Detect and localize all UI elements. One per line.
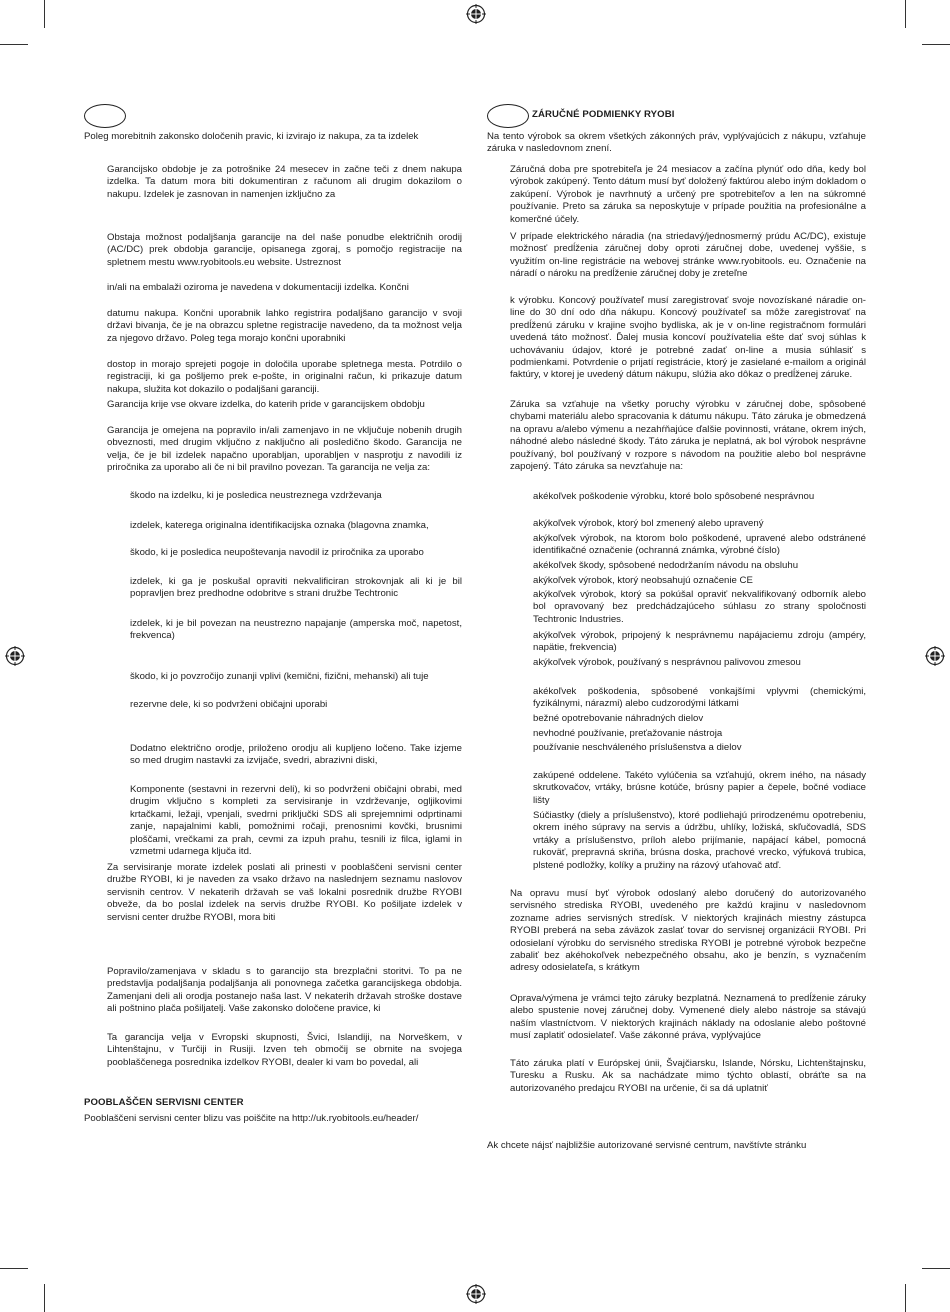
registration-mark-icon (925, 646, 945, 666)
left-paragraph: Popravilo/zamenjava v skladu s to garancijo sta brezplačni storitvi. To pa ne predstavlja podaljšanja podaljšanja ali ponovnega začetka garancijskega obdobja. Zamenjani deli ali orodja postanejo naša last. V nekaterih državah stroške dostave ali poštnino plača pošiljatelj. Vaše zakonsko določene pravice, ki (107, 966, 462, 1015)
left-list-item: izdelek, ki ga je poskušal opraviti nekvalificiran strokovnjak ali ki je bil popravljen brez predhodne odobritve s strani družbe Techtronic (130, 576, 462, 600)
right-paragraph: Záruka sa vzťahuje na všetky poruchy výrobku v záručnej dobe, spôsobené chybami materiálu alebo spracovania k dátumu nákupu. Táto záruka je obmedzená na opravu a/alebo výmenu a nezahŕňajúce ďalšie povinnosti, vrátane, okrem iných, náhodné alebo následné škody. Táto záruka je neplatná, ak bol výrobok nesprávne používaný, bol používaný v rozpore s návodom na použitie alebo bol nesprávne zapojený. Táto záruka sa nevzťahuje na: (510, 399, 866, 473)
crop-mark (905, 1284, 906, 1312)
right-paragraph: V prípade elektrického náradia (na striedavý/jednosmerný prúdu AC/DC), existuje možnosť predĺženia záručnej doby oproti záručnej dobe, uvedenej vyššie, s využitím on-line registrácie na webovej stránke www.ryobitools. eu. Označenie na náradí o nároku na predĺženie záručnej doby je zreteľne (510, 231, 866, 280)
service-center-text: Pooblaščeni servisni center blizu vas poiščite na http://uk.ryobitools.eu/header/ (84, 1113, 419, 1124)
crop-mark (0, 44, 28, 45)
right-list-item: zakúpené oddelene. Takéto vylúčenia sa vzťahujú, okrem iného, na násady skrutkovačov, vrtáky, brúsne kotúče, brúsny papier a čepele, bočné vodiace lišty (533, 770, 866, 806)
left-paragraph: Garancija krije vse okvare izdelka, do katerih pride v garancijskem obdobju (107, 399, 425, 410)
crop-mark (922, 1268, 950, 1269)
right-list-item: nevhodné používanie, preťažovanie nástroja (533, 728, 723, 739)
right-column (487, 0, 867, 1312)
left-paragraph: Obstaja možnost podaljšanja garancije na del naše ponudbe električnih orodij (AC/DC) prek obdobja garancije, opisanega zgoraj, s pomočjo registracije na spletnem mestu www.ryobitools.eu website. Ustreznost (107, 232, 462, 268)
left-list-item: izdelek, ki je bil povezan na neustrezno napajanje (amperska moč, napetost, frekvenca) (130, 618, 462, 642)
right-list-item: Súčiastky (diely a príslušenstvo), ktoré podliehajú prirodzenému opotrebeniu, okrem iného súpravy na servis a údržbu, uhlíky, ložiská, skľučovadlá, SDS vrtáky a príslušenstvo, príloh alebo prijímanie, napájací kábel, pomocná rukoväť, prepravná skriňa, brúsna doska, prachové vrecko, výfuková trubica, plstené podložky, kolíky a pružiny na rázový uťahovač atď. (533, 810, 866, 871)
left-paragraph: dostop in morajo sprejeti pogoje in določila uporabe spletnega mesta. Potrdilo o registraciji, ki ga pošljemo prek e-pošte, in originalni račun, ki prikazuje datum nakupa, služita kot dokazilo o podaljšani garanciji. (107, 359, 462, 395)
registration-mark-icon (5, 646, 25, 666)
left-list-item: Komponente (sestavni in rezervni deli), ki so podvrženi običajni obrabi, med drugim vključno s kompleti za servisiranje in vzdrževanje, ogljikovimi krtačkami, ležaji, vpenjali, svedrni priključki SDS ali sprejemnimi odprtinami zanje, napajalnimi kabli, pomožnimi ročaji, prenosnimi kovčki, brusnimi ploščami, vrečkami za prah, cevmi za izpuh prahu, tesnili iz filca, iglami in vzmetmi udarnega ključa itd. (130, 784, 462, 858)
warranty-heading: ZÁRUČNÉ PODMIENKY RYOBI (532, 109, 675, 120)
right-paragraph: Oprava/výmena je vrámci tejto záruky bezplatná. Neznamená to predĺženie záruky alebo spustenie novej záručnej doby. Vymenené diely alebo nástroje sa stávajú naším vlastníctvom. V niektorých krajinách náklady na odoslanie alebo poštovné musí zaplatiť odosielateľ. Vaše zákonné práva, vyplývajúce (510, 993, 866, 1042)
left-paragraph: datumu nakupa. Končni uporabnik lahko registrira podaljšano garancijo v svoji državi bivanja, če je na obrazcu spletne registracije navedeno, da ta možnost velja za njegovo državo. Poleg tega morajo končni uporabniki (107, 308, 462, 344)
registration-mark-icon (466, 4, 486, 24)
crop-mark (905, 0, 906, 28)
crop-mark (44, 0, 45, 28)
service-center-text-sk: Ak chcete nájsť najbližšie autorizované servisné centrum, navštívte stránku (487, 1140, 807, 1151)
left-list-item: škodo na izdelku, ki je posledica neustreznega vzdrževanja (130, 490, 382, 501)
left-list-item: škodo, ki je posledica neupoštevanja navodil iz priročnika za uporabo (130, 547, 424, 558)
left-list-item: škodo, ki jo povzročijo zunanji vplivi (kemični, fizični, mehanski) ali tuje (130, 671, 429, 682)
right-list-item: akýkoľvek výrobok, ktorý neobsahujú označenie CE (533, 575, 753, 586)
right-paragraph: Táto záruka platí v Európskej únii, Švajčiarsku, Islande, Nórsku, Lichtenštajnsku, Turesku a Rusku. Ak sa nachádzate mimo týchto oblastí, obráťte sa na autorizovaného predajcu RYOBI na určenie, či sa dá uplatniť (510, 1058, 866, 1094)
right-intro: Na tento výrobok sa okrem všetkých zákonných práv, vyplývajúcich z nákupu, vzťahuje záruka v nasledovnom znení. (487, 131, 866, 155)
service-center-heading: POOBLAŠČEN SERVISNI CENTER (84, 1097, 244, 1108)
right-list-item: akýkoľvek výrobok, ktorý bol zmenený alebo upravený (533, 518, 764, 529)
right-list-item: akékoľvek poškodenia, spôsobené vonkajšími vplyvmi (chemickými, fyzikálnymi, nárazmi) alebo cudzorodými látkami (533, 686, 866, 710)
left-paragraph: Za servisiranje morate izdelek poslati ali prinesti v pooblaščeni servisni center družbe RYOBI, ki je naveden za vsako državo na naslednjem seznamu naslovov servisnih centrov. V nekaterih državah se vaš lokalni posrednik družbe RYOBI obveže, da bo poslal izdelek na servis družbe RYOBI. Ko pošiljate izdelek v servisni center družbe RYOBI, mora biti (107, 862, 462, 923)
right-paragraph: k výrobku. Koncový používateľ musí zaregistrovať svoje novozískané náradie on-line do 30 dní odo dňa nákupu. Koncový používateľ sa môže zaregistrovať na predĺženú záruku v krajine svojho bydliska, ak je v on-line registračnom formulári uvedená táto možnosť. Ďalej musia koncoví používatelia ešte dať svoj súhlas k uchovávaniu údajov, ktoré je potrebné zadať on-line a musia súhlasiť s podmienkami. Potvrdenie o prijatí registrácie, ktorý je zasielané e-mailom a originál faktúry, v ktorej je uvedený dátum nákupu, slúžia ako dôkaz o predĺženej záruke. (510, 295, 866, 381)
left-paragraph: Garancijsko obdobje je za potrošnike 24 mesecev in začne teči z dnem nakupa izdelka. Ta datum mora biti dokumentiran z računom ali drugim dokazilom o nakupu. Izdelek je zasnovan in namenjen izključno za (107, 164, 462, 200)
crop-mark (0, 1268, 28, 1269)
right-list-item: akýkoľvek výrobok, na ktorom bolo poškodené, upravené alebo odstránené identifikačné označenie (ochranná známka, výrobné číslo) (533, 533, 866, 557)
crop-mark (922, 44, 950, 45)
right-list-item: bežné opotrebovanie náhradných dielov (533, 713, 704, 724)
left-list-item: rezervne dele, ki so podvrženi običajni uporabi (130, 699, 328, 710)
left-list-item: Dodatno električno orodje, priloženo orodju ali kupljeno ločeno. Take izjeme so med drugim nastavki za izvijače, svedri, abrazivni diski, (130, 743, 462, 767)
right-list-item: akýkoľvek výrobok, používaný s nesprávnou palivovou zmesou (533, 657, 801, 668)
right-list-item: akékoľvek škody, spôsobené nedodržaním návodu na obsluhu (533, 560, 799, 571)
left-paragraph: Ta garancija velja v Evropski skupnosti, Švici, Islandiji, na Norveškem, v Lihtenštajnu, v Turčiji in Rusiji. Izven teh območij se obrnite na svojega pooblaščenega posrednika izdelkov RYOBI, dealer ki vam bo povedal, ali (107, 1032, 462, 1068)
right-list-item: používanie neschváleného príslušenstva a dielov (533, 742, 742, 753)
right-paragraph: Na opravu musí byť výrobok odoslaný alebo doručený do autorizovaného servisného strediska RYOBI, uvedeného pre každú krajinu v nasledovnom zozname adries servisných stredísk. V niektorých krajinách miestny zástupca RYOBI preberá na seba záväzok zaslať tovar do servisnej organizácii RYOBI. Pri odosielaní výrobku do servisného strediska RYOBI je potrebné výrobok bezpečne zabaliť bez akéhokoľvek nebezpečného obsahu, ako je benzín, s vyznačením adresy odosielateľa, s krátkym (510, 888, 866, 974)
crop-mark (44, 1284, 45, 1312)
right-list-item: akékoľvek poškodenie výrobku, ktoré bolo spôsobené nesprávnou (533, 491, 815, 502)
left-intro: Poleg morebitnih zakonsko določenih pravic, ki izvirajo iz nakupa, za ta izdelek (84, 131, 419, 142)
right-list-item: akýkoľvek výrobok, pripojený k nesprávnemu napájaciemu zdroju (ampéry, napätie, frekvencia) (533, 630, 866, 654)
right-list-item: akýkoľvek výrobok, ktorý sa pokúšal opraviť nekvalifikovaný odborník alebo bol opravovaný bez predchádzajúceho súhlasu zo strany spoločnosti Techtronic Industries. (533, 589, 866, 625)
left-paragraph: Garancija je omejena na popravilo in/ali zamenjavo in ne vključuje nobenih drugih obveznosti, med drugim vključno z naključno ali posledično škodo. Garancija ne velja, če je bil izdelek napačno uporabljan, uporabljen v nasprotju z navodili iz priročnika za uporabo ali če ni bil pravilno povezan. Ta garancija ne velja za: (107, 425, 462, 474)
registration-mark-icon (466, 1284, 486, 1304)
left-paragraph: in/ali na embalaži oziroma je navedena v dokumentaciji izdelka. Končni (107, 282, 409, 293)
left-list-item: izdelek, katerega originalna identifikacijska oznaka (blagovna znamka, (130, 520, 429, 531)
right-paragraph: Záručná doba pre spotrebiteľa je 24 mesiacov a začína plynúť odo dňa, kedy bol výrobok zakúpený. Tento dátum musí byť doložený faktúrou alebo iným dokladom o zakúpení. Výrobok je navrhnutý a určený pre spotrebiteľov a len na súkromné používanie. Preto sa záruka sa neposkytuje v prípade použitia na profesionálne a komerčné účely. (510, 164, 866, 225)
